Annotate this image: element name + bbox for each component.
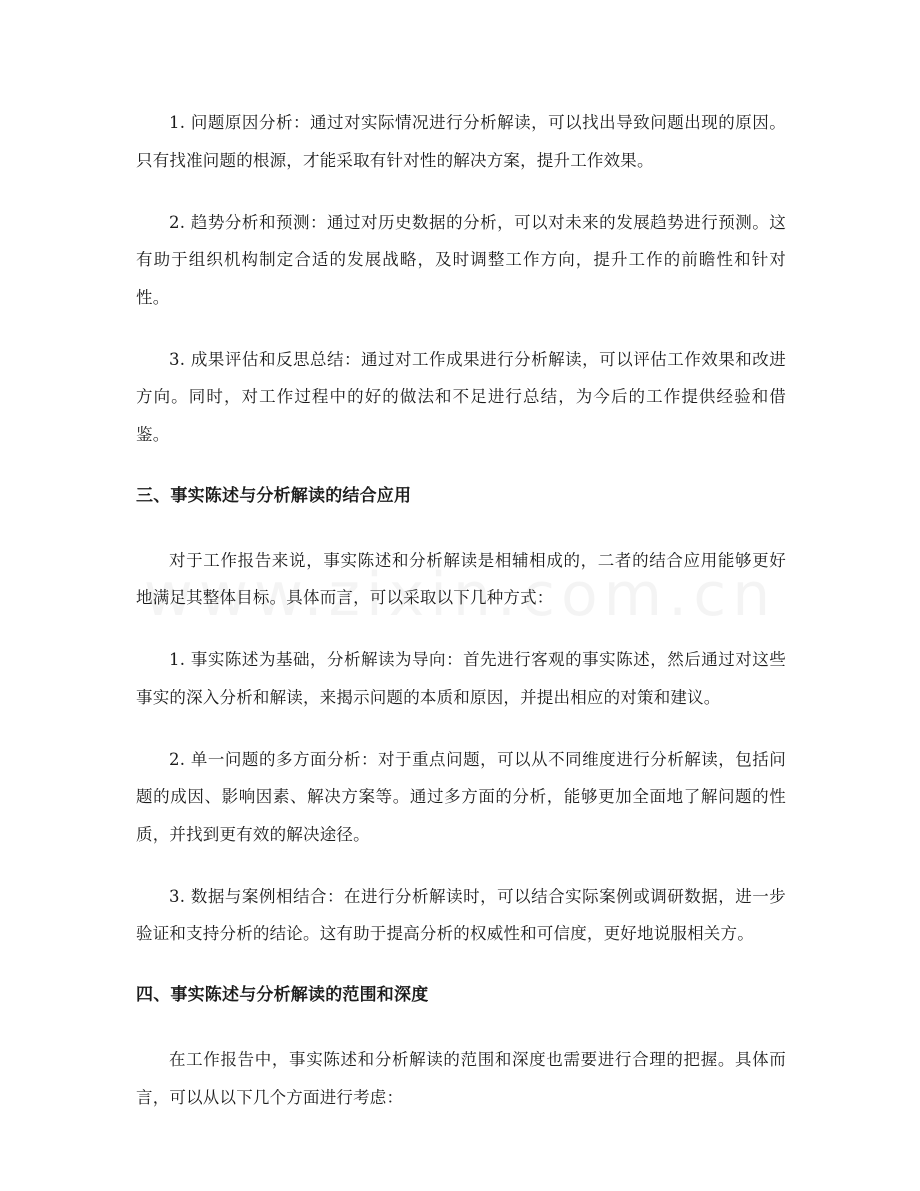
paragraph-cause-analysis: 1. 问题原因分析：通过对实际情况进行分析解读，可以找出导致问题出现的原因。只有找准问题的根源，才能采取有针对性的解决方案，提升工作效果。 [136, 113, 786, 170]
paragraph-trend-analysis: 2. 趋势分析和预测：通过对历史数据的分析，可以对未来的发展趋势进行预测。这有助于组织机构制定合适的发展战略，及时调整工作方向，提升工作的前瞻性和针对性。 [136, 212, 786, 307]
paragraph-outcome-evaluation: 3. 成果评估和反思总结：通过对工作成果进行分析解读，可以评估工作效果和改进方向。同时，对工作过程中的好的做法和不足进行总结，为今后的工作提供经验和借鉴。 [136, 349, 786, 444]
section-heading-3: 三、事实陈述与分析解读的结合应用 [136, 485, 412, 506]
paragraph-fact-basis: 1. 事实陈述为基础，分析解读为导向：首先进行客观的事实陈述，然后通过对这些事实的深入分析和解读，来揭示问题的本质和原因，并提出相应的对策和建议。 [136, 650, 786, 707]
paragraph-multi-aspect: 2. 单一问题的多方面分析：对于重点问题，可以从不同维度进行分析解读，包括问题的成因、影响因素、解决方案等。通过多方面的分析，能够更加全面地了解问题的性质，并找到更有效的解决途径。 [136, 749, 786, 844]
paragraph-section-4-intro: 在工作报告中，事实陈述和分析解读的范围和深度也需要进行合理的把握。具体而言，可以从以下几个方面进行考虑： [136, 1050, 786, 1107]
document-body [136, 104, 786, 1141]
paragraph-data-cases: 3. 数据与案例相结合：在进行分析解读时，可以结合实际案例或调研数据，进一步验证和支持分析的结论。这有助于提高分析的权威性和可信度，更好地说服相关方。 [136, 886, 786, 943]
section-heading-4: 四、事实陈述与分析解读的范围和深度 [136, 985, 429, 1005]
paragraph-section-3-intro: 对于工作报告来说，事实陈述和分析解读是相辅相成的，二者的结合应用能够更好地满足其整体目标。具体而言，可以采取以下几种方式： [136, 550, 786, 607]
